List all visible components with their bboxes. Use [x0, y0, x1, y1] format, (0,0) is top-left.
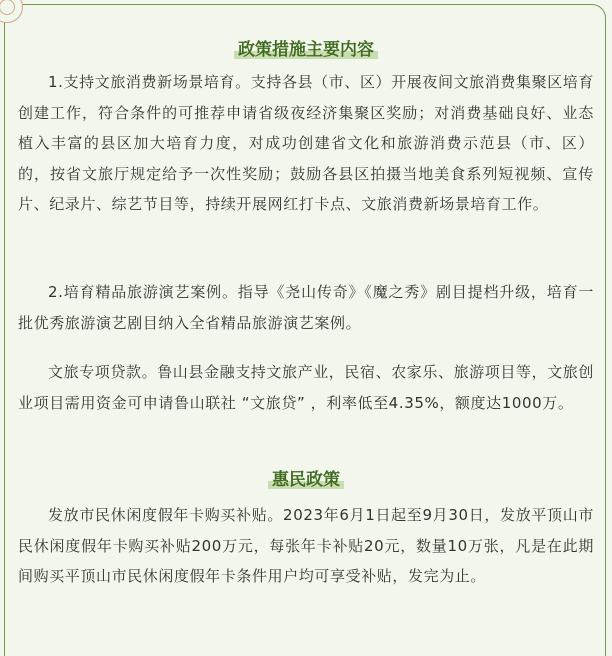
section-title-text: 惠民政策 [268, 470, 344, 490]
paragraph-tourism-performance: 2.培育精品旅游演艺案例。指导《尧山传奇》《魔之秀》剧目提档升级，培育一批优秀旅游演艺剧目纳入全省精品旅游演艺案例。 [18, 283, 594, 332]
section-title-benefit-policy [0, 468, 612, 492]
section-title-text: 政策措施主要内容 [234, 40, 378, 60]
corner-seal-icon [0, 0, 23, 23]
paragraph-new-scenarios: 1.支持文旅消费新场景培育。支持各县（市、区）开展夜间文旅消费集聚区培育创建工作，符合条件的可推荐申请省级夜经济集聚区奖励；对消费基础良好、业态植入丰富的县区加大培育力度，对成功创建省文化和旅游消费示范县（市、区）的，按省文旅厅规定给予一次性奖励；鼓励各县区拍摄当地美食系列短视频、宣传片、纪录片、综艺节目等，持续开展网红打卡点、文旅消费新场景培育工作。 [18, 73, 594, 213]
section-title-policy-measures [0, 38, 612, 62]
paragraph-annual-card-subsidy: 发放市民休闲度假年卡购买补贴。2023年6月1日起至9月30日，发放平顶山市民休闲度假年卡购买补贴200万元，每张年卡补贴20元，数量10万张，凡是在此期间购买平顶山市民休闲度假年卡条件用户均可享受补贴，发完为止。 [18, 506, 594, 585]
paragraph-special-loans: 文旅专项贷款。鲁山县金融支持文旅产业，民宿、农家乐、旅游项目等，文旅创业项目需用资金可申请鲁山联社 “文旅贷” ，利率低至4.35%，额度达1000万。 [18, 363, 595, 412]
